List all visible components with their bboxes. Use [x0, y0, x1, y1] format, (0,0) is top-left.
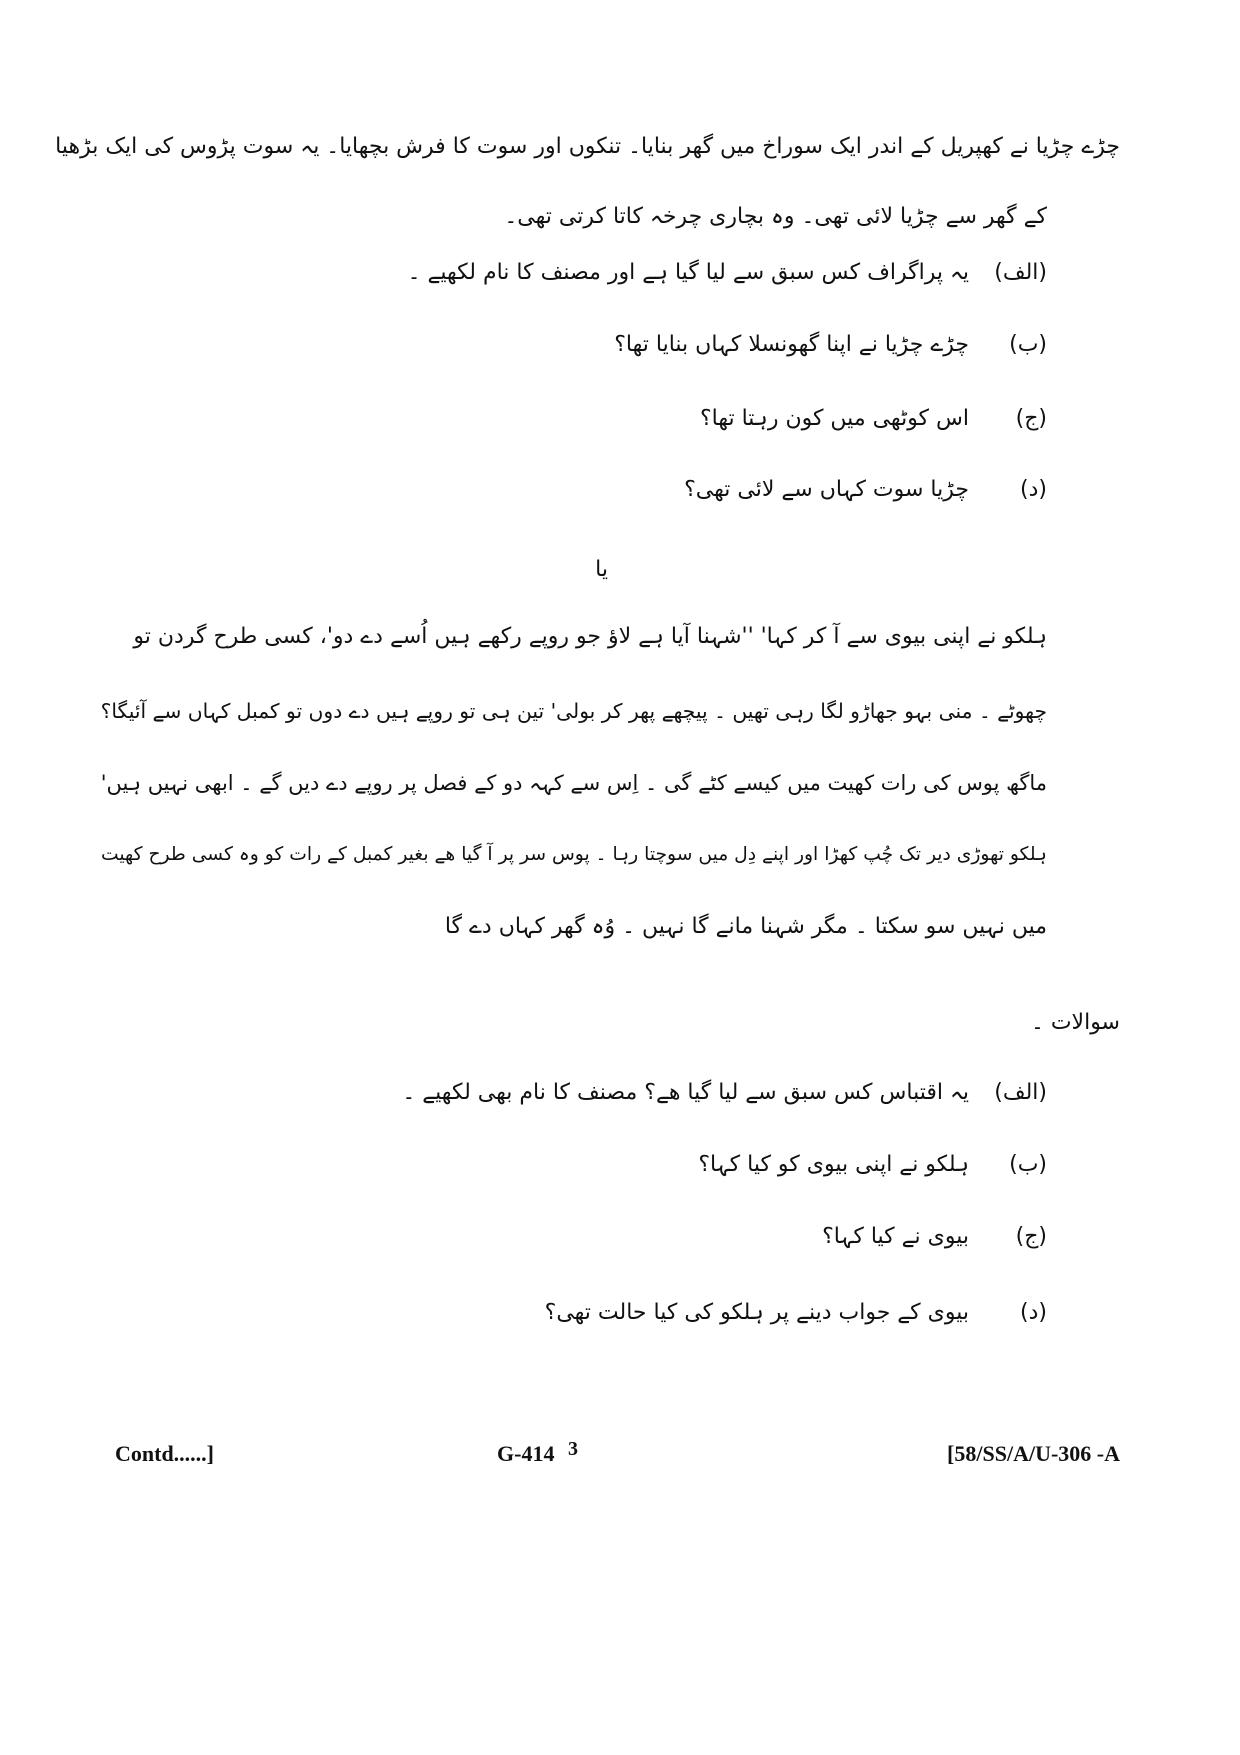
footer-contd: Contd......] — [115, 1441, 215, 1466]
question-marker: (د) — [1020, 477, 1047, 502]
question-marker: (ب) — [1009, 1152, 1047, 1177]
passage-2-line-5: میں نہیں سو سکتا ۔ مگر شہنا مانے گا نہیں ۔ وُہ گھر کہاں دے گا — [444, 914, 1047, 939]
question-text: بیوی نے کیا کہا؟ — [822, 1224, 969, 1249]
question-marker: (د) — [1020, 1300, 1047, 1325]
question-1-be — [614, 330, 1047, 360]
question-text: اس کوٹھی میں کون رہتا تھا؟ — [699, 406, 969, 431]
question-marker: (ج) — [1015, 1224, 1047, 1249]
question-marker: (ب) — [1009, 332, 1047, 357]
question-marker: (الف) — [994, 1080, 1047, 1105]
question-marker: (الف) — [994, 260, 1047, 285]
passage-1-line-2: کے گھر سے چڑیا لائی تھی۔ وہ بچاری چرخہ کاتا کرتی تھی۔ — [504, 204, 1047, 229]
question-text: ہلکو نے اپنی بیوی کو کیا کہا؟ — [698, 1152, 969, 1177]
question-2-daal — [545, 1298, 1047, 1328]
question-2-jeem — [822, 1222, 1047, 1252]
paper-code: G-414 — [497, 1441, 555, 1466]
passage-2-line-4: ہلکو تھوڑی دیر تک چُپ کھڑا اور اپنے دِل میں سوچتا رہا ۔ پوس سر پر آ گیا ھے بغیر کمبل کے رات کو وہ کسی طرح کھیت — [101, 844, 1047, 865]
questions-heading: سوالات ۔ — [1030, 1010, 1120, 1035]
question-text: چڑیا سوت کہاں سے لائی تھی؟ — [684, 477, 969, 502]
question-1-jeem — [700, 404, 1047, 434]
question-text: یہ پراگراف کس سبق سے لیا گیا ہے اور مصنف کا نام لکھیے ۔ — [407, 260, 969, 285]
passage-2-line-2: چھوٹے ۔ منی بہو جھاڑو لگا رہی تھیں ۔ پیچھے پھر کر بولی' تین ہی تو روپے ہیں دے دوں تو کمبل کہاں سے آئیگا؟ — [100, 699, 1047, 723]
footer-exam-code: [58/SS/A/U-306 -A — [947, 1441, 1120, 1466]
footer-paper-code — [497, 1440, 578, 1469]
question-text: یہ اقتباس کس سبق سے لیا گیا ھے؟ مصنف کا نام بھی لکھیے ۔ — [402, 1080, 969, 1105]
passage-1-line-1: چڑے چڑیا نے کھپریل کے اندر ایک سوراخ میں گھر بنایا۔ تنکوں اور سوت کا فرش بچھایا۔ یہ سوت پڑوس کی ایک بڑھیا — [55, 134, 1120, 159]
question-2-be — [698, 1150, 1047, 1180]
passage-2-line-1: ہلکو نے اپنی بیوی سے آ کر کہا' ''شہنا آیا ہے لاؤ جو روپے رکھے ہیں اُسے دے دو'، کسی طرح گردن تو — [133, 624, 1047, 649]
passage-2-line-3: ماگھ پوس کی رات کھیت میں کیسے کٹے گی ۔ اِس سے کہہ دو کے فصل پر روپے دے دیں گے ۔ ابھی نہیں ہیں' — [100, 771, 1047, 795]
question-1-alif — [408, 258, 1047, 288]
question-1-daal — [684, 475, 1047, 505]
question-text: بیوی کے جواب دینے پر ہلکو کی کیا حالت تھی؟ — [544, 1300, 969, 1325]
question-2-alif — [402, 1078, 1047, 1108]
or-label: یا — [595, 557, 608, 582]
page-number: 3 — [567, 1438, 578, 1460]
question-marker: (ج) — [1015, 406, 1047, 431]
question-text: چڑے چڑیا نے اپنا گھونسلا کہاں بنایا تھا؟ — [614, 332, 969, 357]
